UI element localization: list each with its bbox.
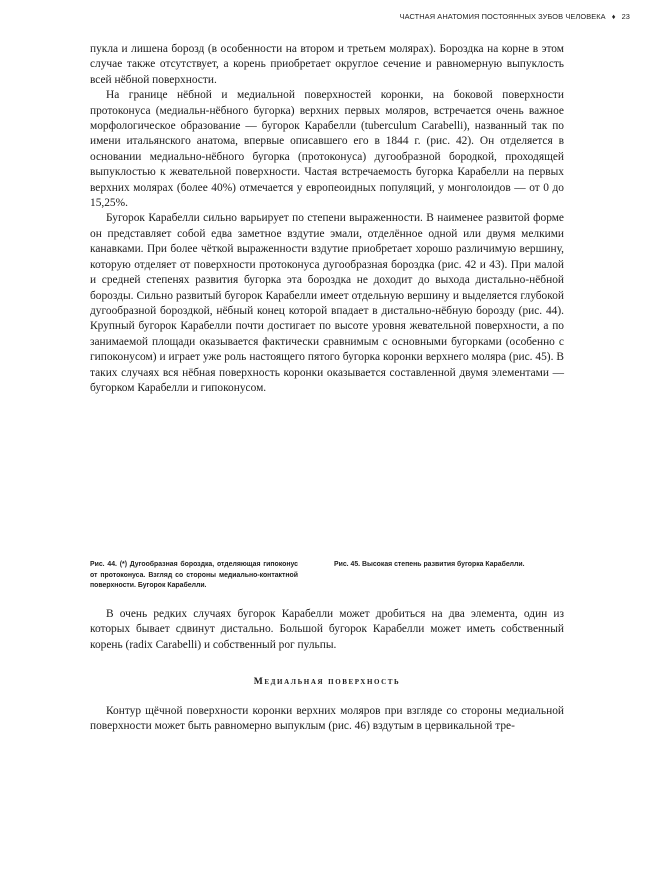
paragraph-carabelli-intro: На границе нёбной и медиальной поверхностей коронки, на боковой поверхности протоконуса (медиальн-нёбного бугорка) верхних первых моляров, встречается очень важное морфологическое образование — бугорок Карабелли (tuberculum Carabelli), названный так по имени итальянского анатома, впервые описавшего его в 1844 г. (рис. 42). Он отделяется в основании медиально-нёбного бугорка (протоконуса) дугообразной бородкой, проходящей выпуклостью к жевательной поверхности. Частая встречаемость бугорка Карабелли на первых верхних молярах (более 40%) отмечается у европеоидных популяций, у монголоидов — от 0 до 15,25%. <box>90 89 564 210</box>
figure-area <box>90 392 564 552</box>
section-heading: Медиальная поверхность <box>253 676 401 687</box>
top-text-block <box>90 42 564 396</box>
paragraph-continuation: пукла и лишена борозд (в особенности на втором и третьем молярах). Бороздка на корне в этом случае также отсутствует, а корень приобретает округлое сечение и равномерную выпуклость всей нёбной поверхности. <box>90 43 564 86</box>
paragraph-carabelli-rare: В очень редких случаях бугорок Карабелли может дробиться на два элемента, один из которых бывает сдвинут дистально. Большой бугорок Карабелли может иметь собственный корень (radix Carabelli) и собственный рог пульпы. <box>90 608 564 651</box>
paragraph-medial-surface: Контур щёчной поверхности коронки верхних моляров при взгляде со стороны медиальной поверхности может быть равномерно выпуклым (рис. 46) вздутым в цервикальной тре- <box>90 705 564 733</box>
paragraph-carabelli-variation: Бугорок Карабелли сильно варьирует по степени выраженности. В наименее развитой форме он представляет собой едва заметное вздутие эмали, отделённое одной или двумя мелкими канавками. При более чёткой выраженности вздутие приобретает хорошо различимую вершину, которую отделяет от поверхности протоконуса дугообразная бороздка (рис. 42 и 43). При малой и средней степенях развития бугорка эта бороздка не доходит до выхода дистально-нёбной борозды. Сильно развитый бугорок Карабелли имеет отдельную вершину и выделяется глубокой дугообразной бороздкой, нёбный конец которой впадает в дистально-нёбную борозду (рис. 44). Крупный бугорок Карабелли почти достигает по высоте уровня жевательной поверхности, а по занимаемой площади оказывается фактически сравнимым с основными бугорками (особенно с гипоконусом) и играет уже роль настоящего пятого бугорка коронки верхнего моляра (рис. 45). В таких случаях вся нёбная поверхность коронки оказывается составленной двумя элементами — бугорком Карабелли и гипоконусом. <box>90 212 564 394</box>
middle-text-block <box>90 607 564 653</box>
page-number: 23 <box>621 12 630 21</box>
running-header <box>330 12 630 21</box>
header-separator: ♦ <box>611 12 616 21</box>
figure-44-caption: Рис. 44. (*) Дугообразная бороздка, отделяющая гипоконус от протоконуса. Взгляд со стороны медиально-контактной поверхности. Бугорок Карабелли. <box>90 561 298 589</box>
figure-45-caption: Рис. 45. Высокая степень развития бугорка Карабелли. <box>334 561 525 568</box>
running-title: ЧАСТНАЯ АНАТОМИЯ ПОСТОЯННЫХ ЗУБОВ ЧЕЛОВЕКА <box>399 12 606 21</box>
bottom-text-block <box>90 704 564 735</box>
